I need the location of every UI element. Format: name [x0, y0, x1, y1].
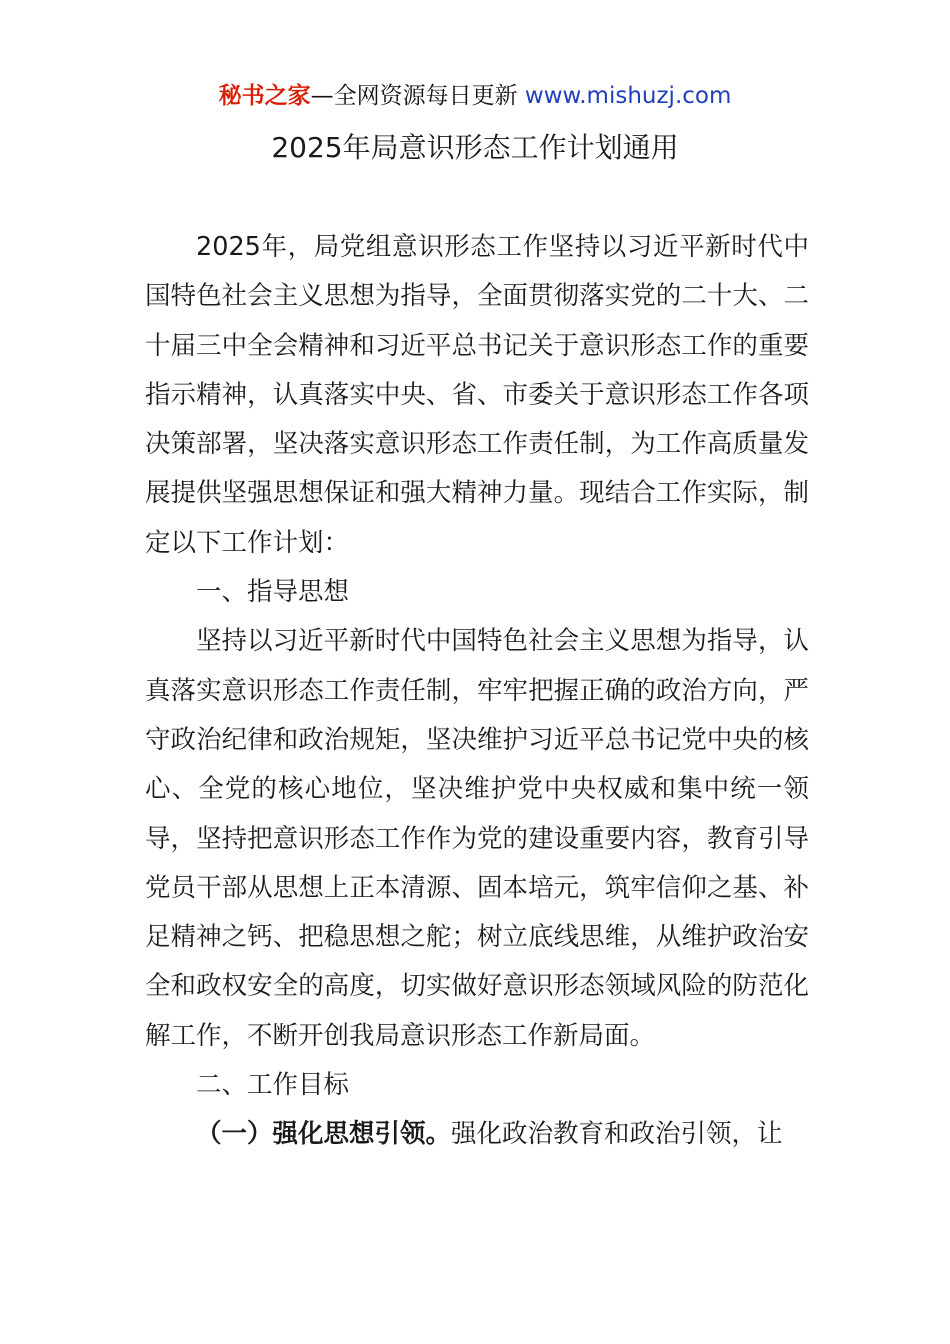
- document-title: 2025年局意识形态工作计划通用: [271, 131, 679, 164]
- section-heading-work-goals: 二、工作目标: [196, 1070, 350, 1101]
- section-heading-guiding-ideology: 一、指导思想: [196, 577, 350, 608]
- header-slogan: —全网资源每日更新: [310, 83, 525, 109]
- work-goal-item-1-text: 强化政治教育和政治引领，让: [451, 1119, 783, 1150]
- site-header: [0, 80, 950, 112]
- work-goal-item-1: [145, 1110, 809, 1159]
- brand-name: 秘书之家: [218, 83, 311, 109]
- document-body: [145, 223, 809, 1160]
- site-url-link[interactable]: www.mishuzj.com: [524, 83, 732, 109]
- intro-paragraph: 2025年，局党组意识形态工作坚持以习近平新时代中国特色社会主义思想为指导，全面贯彻落实党的二十大、二十届三中全会精神和习近平总书记关于意识形态工作的重要指示精神，认真落实中央、省、市委关于意识形态工作各项决策部署，坚决落实意识形态工作责任制，为工作高质量发展提供坚强思想保证和强大精神力量。现结合工作实际，制定以下工作计划：: [145, 232, 809, 558]
- guiding-ideology-paragraph: 坚持以习近平新时代中国特色社会主义思想为指导，认真落实意识形态工作责任制，牢牢把握正确的政治方向，严守政治纪律和政治规矩，坚决维护习近平总书记党中央的核心、全党的核心地位，坚决维护党中央权威和集中统一领导，坚持把意识形态工作作为党的建设重要内容，教育引导党员干部从思想上正本清源、固本培元，筑牢信仰之基、补足精神之钙、把稳思想之舵；树立底线思维，从维护政治安全和政权安全的高度，切实做好意识形态领域风险的防范化解工作，不断开创我局意识形态工作新局面。: [145, 626, 809, 1051]
- work-goal-item-1-label: （一）强化思想引领。: [196, 1119, 452, 1150]
